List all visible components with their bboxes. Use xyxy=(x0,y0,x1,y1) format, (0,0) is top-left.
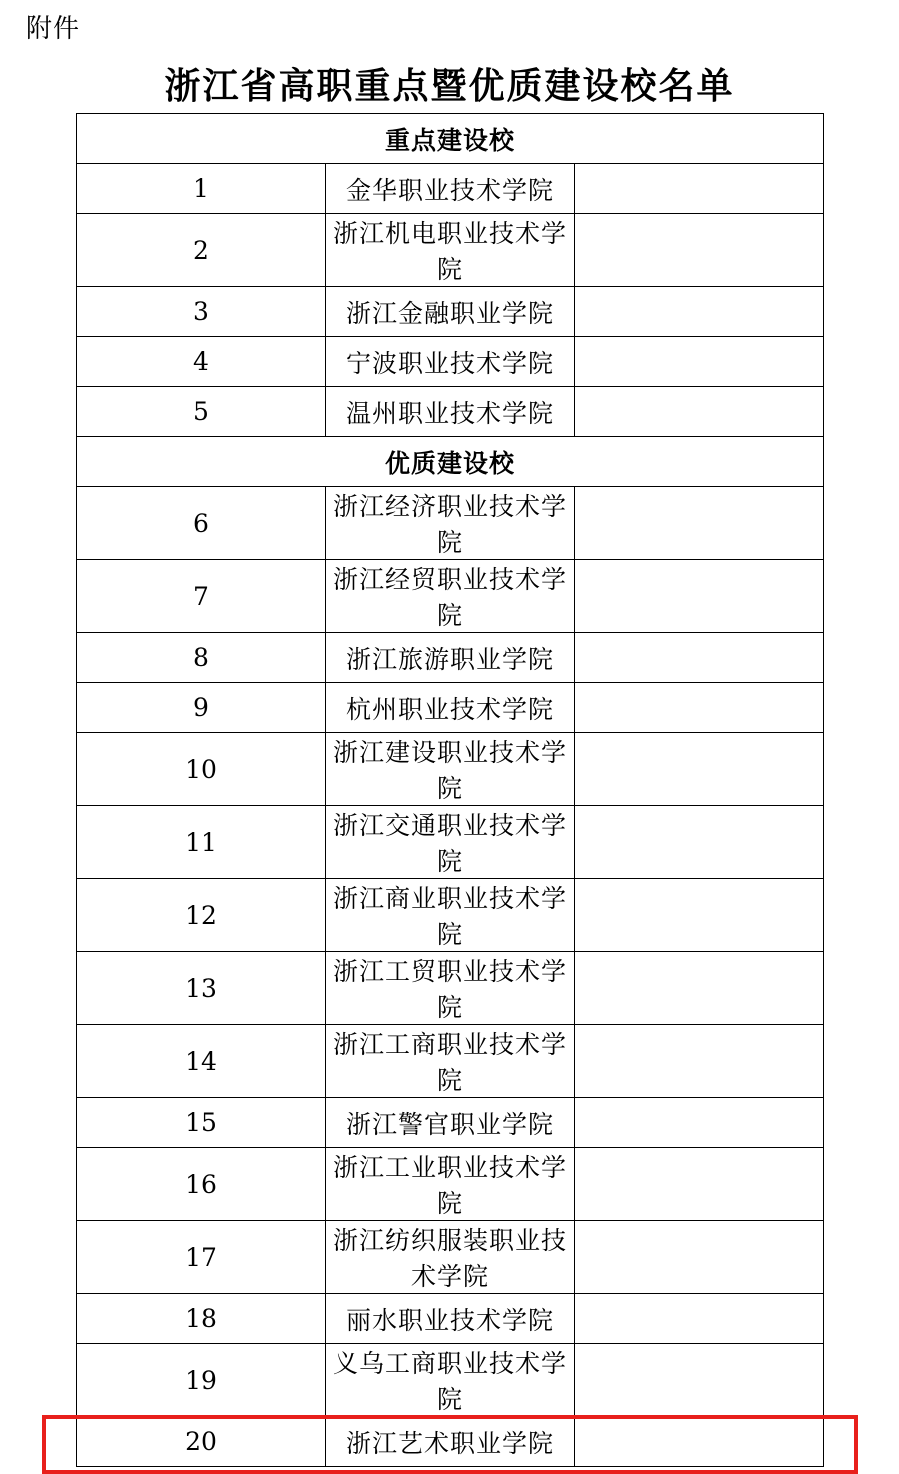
section-header: 优质建设校 xyxy=(77,437,824,487)
row-index: 14 xyxy=(77,1025,326,1098)
table-row xyxy=(77,287,824,337)
table-row xyxy=(77,387,824,437)
school-list-table-wrapper xyxy=(76,113,824,1467)
row-spacer-cell xyxy=(575,487,824,560)
row-index: 5 xyxy=(77,387,326,437)
school-name: 金华职业技术学院 xyxy=(326,164,575,214)
row-spacer-cell xyxy=(575,952,824,1025)
school-name: 浙江警官职业学院 xyxy=(326,1098,575,1148)
school-name: 义乌工商职业技术学院 xyxy=(326,1344,575,1417)
row-index: 12 xyxy=(77,879,326,952)
row-spacer-cell xyxy=(575,337,824,387)
page-title: 浙江省高职重点暨优质建设校名单 xyxy=(164,65,735,107)
school-name: 浙江工业职业技术学院 xyxy=(326,1148,575,1221)
row-spacer-cell xyxy=(575,806,824,879)
school-name: 浙江建设职业技术学院 xyxy=(326,733,575,806)
table-row xyxy=(77,164,824,214)
school-name: 浙江纺织服装职业技术学院 xyxy=(326,1221,575,1294)
row-spacer-cell xyxy=(575,1417,824,1467)
row-spacer-cell xyxy=(575,164,824,214)
table-row xyxy=(77,683,824,733)
row-spacer-cell xyxy=(575,1294,824,1344)
table-row xyxy=(77,1417,824,1467)
school-name: 丽水职业技术学院 xyxy=(326,1294,575,1344)
row-index: 1 xyxy=(77,164,326,214)
row-spacer-cell xyxy=(575,633,824,683)
row-index: 18 xyxy=(77,1294,326,1344)
row-spacer-cell xyxy=(575,879,824,952)
school-name: 浙江经济职业技术学院 xyxy=(326,487,575,560)
row-index: 13 xyxy=(77,952,326,1025)
row-index: 9 xyxy=(77,683,326,733)
school-name: 浙江工商职业技术学院 xyxy=(326,1025,575,1098)
table-row xyxy=(77,733,824,806)
row-index: 4 xyxy=(77,337,326,387)
row-index: 11 xyxy=(77,806,326,879)
school-name: 浙江经贸职业技术学院 xyxy=(326,560,575,633)
row-spacer-cell xyxy=(575,1148,824,1221)
table-row xyxy=(77,952,824,1025)
table-row xyxy=(77,487,824,560)
row-index: 19 xyxy=(77,1344,326,1417)
school-name: 浙江艺术职业学院 xyxy=(326,1417,575,1467)
row-index: 7 xyxy=(77,560,326,633)
row-index: 8 xyxy=(77,633,326,683)
row-index: 17 xyxy=(77,1221,326,1294)
row-index: 10 xyxy=(77,733,326,806)
row-index: 16 xyxy=(77,1148,326,1221)
school-name: 宁波职业技术学院 xyxy=(326,337,575,387)
row-spacer-cell xyxy=(575,1344,824,1417)
table-row xyxy=(77,1098,824,1148)
section-header: 重点建设校 xyxy=(77,114,824,164)
table-row xyxy=(77,1148,824,1221)
school-name: 杭州职业技术学院 xyxy=(326,683,575,733)
row-spacer-cell xyxy=(575,560,824,633)
table-row xyxy=(77,1025,824,1098)
school-name: 浙江商业职业技术学院 xyxy=(326,879,575,952)
table-body xyxy=(77,114,824,1467)
row-spacer-cell xyxy=(575,1221,824,1294)
row-index: 15 xyxy=(77,1098,326,1148)
row-index: 2 xyxy=(77,214,326,287)
table-row xyxy=(77,560,824,633)
school-name: 浙江金融职业学院 xyxy=(326,287,575,337)
row-spacer-cell xyxy=(575,214,824,287)
row-spacer-cell xyxy=(575,733,824,806)
row-index: 6 xyxy=(77,487,326,560)
table-row xyxy=(77,1294,824,1344)
school-name: 温州职业技术学院 xyxy=(326,387,575,437)
row-spacer-cell xyxy=(575,387,824,437)
table-row xyxy=(77,337,824,387)
school-name: 浙江旅游职业学院 xyxy=(326,633,575,683)
table-section-row xyxy=(77,114,824,164)
table-section-row xyxy=(77,437,824,487)
table-row xyxy=(77,879,824,952)
row-index: 20 xyxy=(77,1417,326,1467)
school-list-table xyxy=(76,113,824,1467)
table-row xyxy=(77,633,824,683)
school-name: 浙江工贸职业技术学院 xyxy=(326,952,575,1025)
attachment-label: 附件 xyxy=(26,14,81,44)
row-spacer-cell xyxy=(575,683,824,733)
school-name: 浙江机电职业技术学院 xyxy=(326,214,575,287)
row-index: 3 xyxy=(77,287,326,337)
table-row xyxy=(77,214,824,287)
school-name: 浙江交通职业技术学院 xyxy=(326,806,575,879)
table-row xyxy=(77,1221,824,1294)
row-spacer-cell xyxy=(575,1098,824,1148)
row-spacer-cell xyxy=(575,1025,824,1098)
table-row xyxy=(77,806,824,879)
table-row xyxy=(77,1344,824,1417)
row-spacer-cell xyxy=(575,287,824,337)
